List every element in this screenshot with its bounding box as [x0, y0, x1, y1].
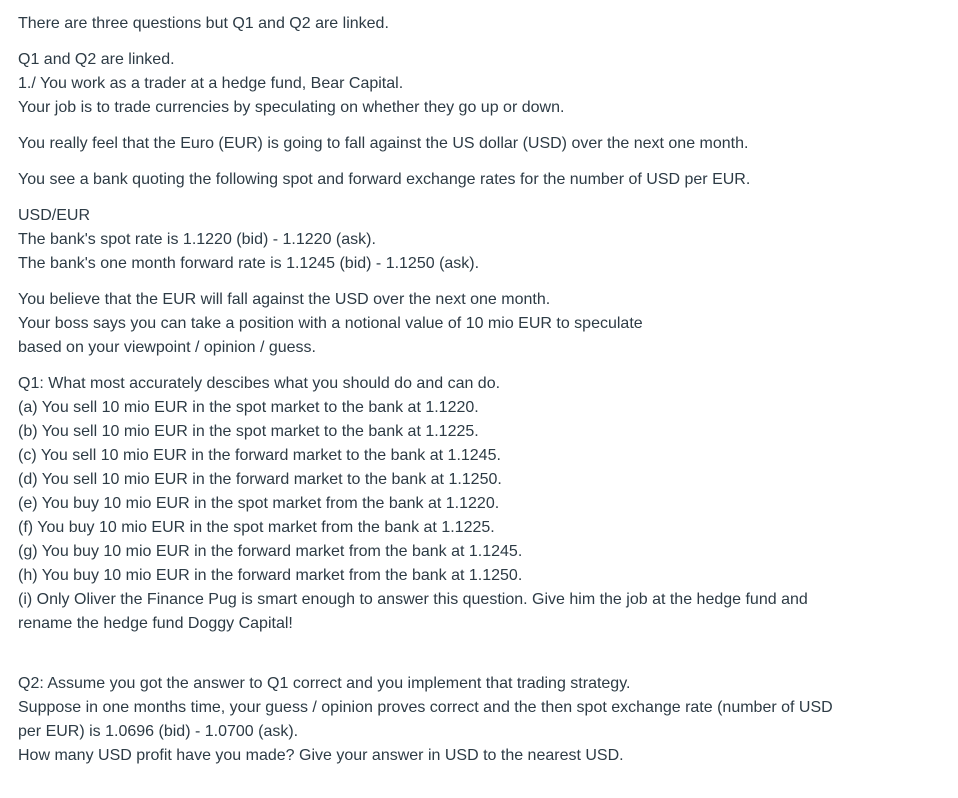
position-line: Your boss says you can take a position with a notional value of 10 mio EUR to speculate: [18, 315, 643, 332]
intro-text: There are three questions but Q1 and Q2 are linked.: [18, 15, 389, 32]
forward-rate-text: The bank's one month forward rate is 1.1245 (bid) - 1.1250 (ask).: [18, 255, 480, 272]
q1-option-i-continued: rename the hedge fund Doggy Capital!: [18, 615, 293, 632]
q2-line: Q2: Assume you got the answer to Q1 correct and you implement that trading strategy.: [18, 675, 631, 692]
setup-paragraph: [18, 48, 900, 120]
q1-option-d: (d) You sell 10 mio EUR in the forward market to the bank at 1.1250.: [18, 471, 502, 488]
q1-option-h: (h) You buy 10 mio EUR in the forward market from the bank at 1.1250.: [18, 567, 523, 584]
setup-line: Your job is to trade currencies by speculating on whether they go up or down.: [18, 99, 565, 116]
q1-option-e: (e) You buy 10 mio EUR in the spot market from the bank at 1.1220.: [18, 495, 500, 512]
position-line: based on your viewpoint / opinion / guess.: [18, 339, 316, 356]
q1-option-g: (g) You buy 10 mio EUR in the forward market from the bank at 1.1245.: [18, 543, 523, 560]
q2-question: How many USD profit have you made? Give your answer in USD to the nearest USD.: [18, 747, 624, 764]
setup-line: 1./ You work as a trader at a hedge fund, Bear Capital.: [18, 75, 404, 92]
q1-question: Q1: What most accurately descibes what you should do and can do.: [18, 375, 501, 392]
q2-line: per EUR) is 1.0696 (bid) - 1.0700 (ask).: [18, 723, 299, 740]
q1-option-c: (c) You sell 10 mio EUR in the forward market to the bank at 1.1245.: [18, 447, 501, 464]
belief-text: You really feel that the Euro (EUR) is going to fall against the US dollar (USD) over the next one month.: [18, 135, 749, 152]
q1-block: [18, 372, 900, 636]
q1-option-a: (a) You sell 10 mio EUR in the spot market to the bank at 1.1220.: [18, 399, 479, 416]
q1-option-b: (b) You sell 10 mio EUR in the spot market to the bank at 1.1225.: [18, 423, 479, 440]
spot-rate-text: The bank's spot rate is 1.1220 (bid) - 1.1220 (ask).: [18, 231, 376, 248]
position-paragraph: [18, 288, 900, 360]
q2-block: [18, 672, 900, 768]
quote-intro-text: You see a bank quoting the following spot and forward exchange rates for the number of USD per EUR.: [18, 171, 751, 188]
rates-paragraph: [18, 204, 900, 276]
q1-option-f: (f) You buy 10 mio EUR in the spot market from the bank at 1.1225.: [18, 519, 495, 536]
currency-pair-label: USD/EUR: [18, 207, 91, 224]
position-line: You believe that the EUR will fall against the USD over the next one month.: [18, 291, 551, 308]
q1-option-i: (i) Only Oliver the Finance Pug is smart enough to answer this question. Give him the job at the hedge fund and: [18, 591, 808, 608]
q2-line: Suppose in one months time, your guess / opinion proves correct and the then spot exchange rate (number of USD: [18, 699, 833, 716]
setup-line: Q1 and Q2 are linked.: [18, 51, 175, 68]
